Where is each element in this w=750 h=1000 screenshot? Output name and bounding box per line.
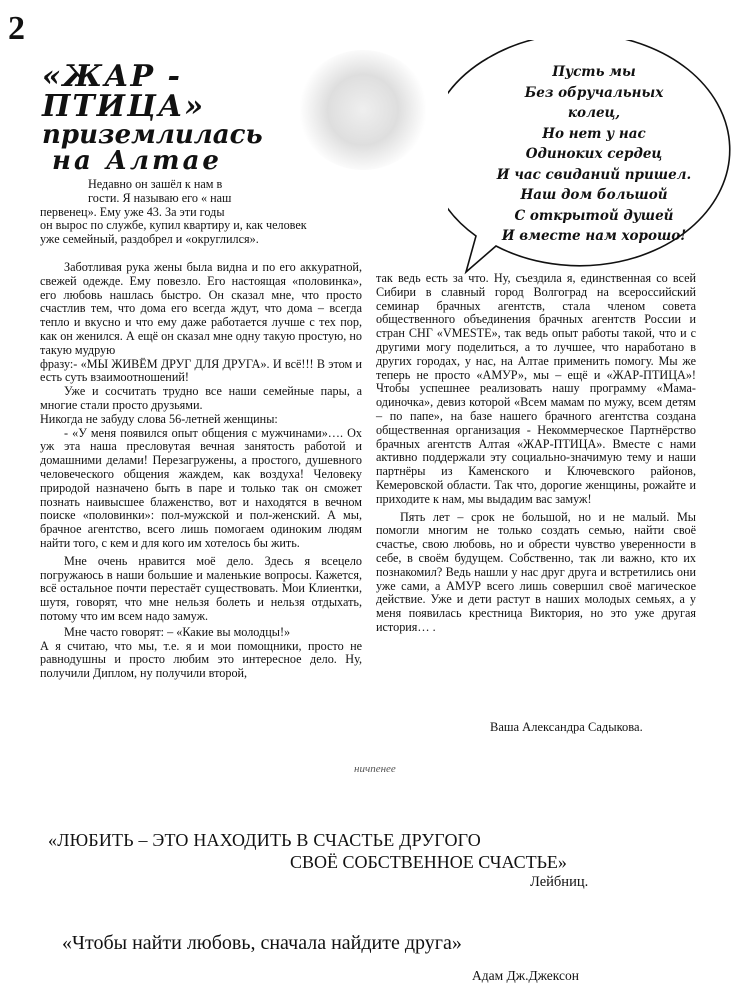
quote-2-text: «Чтобы найти любовь, сначала найдите друга» [62, 932, 462, 954]
poem-line: Пусть мы [552, 64, 636, 80]
column-1 [40, 178, 362, 681]
paragraph: Никогда не забуду слова 56-летней женщины: [40, 411, 278, 426]
poem-line: И час свиданий пришел. [496, 166, 692, 183]
paragraph: Уже и сосчитать трудно все наши семейные пары, а многие стали просто друзьями. [40, 384, 362, 412]
title-line-3: приземлилась [42, 120, 263, 150]
text-line: он вырос по службе, купил квартиру и, как человек [40, 218, 307, 233]
paragraph: Заботливая рука жены была видна и по его аккуратной, свежей одежде. Ему повезло. Его настоящая «половинка», его любовь нашлась быстро. Он сказал мне, что просто счастлив тем, что дома его всегда ждут, что дома – всегда тепло и вкусно и что ему даже работается лучше с тех пор, как он женился. А ещё он сказал мне одну такую простую, но такую мудрую [40, 259, 362, 357]
title-line-2: ПТИЦА» [42, 89, 206, 124]
poem-line: Наш дом большой [520, 187, 668, 203]
quote-1-author: Лейбниц. [530, 874, 589, 890]
intro-paragraph [40, 178, 362, 206]
text-line: уже семейный, раздобрел и «округлился». [40, 232, 259, 247]
poem-line: И вместе нам хорошо! [501, 228, 687, 244]
signature: Ваша Александра Садыкова. [490, 720, 643, 734]
paragraph: Мне часто говорят: – «Какие вы молодцы!» [64, 624, 291, 639]
paragraph: Мне очень нравится моё дело. Здесь я всецело погружаюсь в наши большие и маленькие вопросы. Кажется, всё остальное почти перестаёт существовать. Мои Клиентки, шутя, говорят, что мне нельзя болеть и нельзя отдыхать, потому что им всем надо замуж. [40, 553, 362, 623]
paragraph: фразу:- «МЫ ЖИВЁМ ДРУГ ДЛЯ ДРУГА». И всё!!! В этом и есть суть взаимоотношений! [40, 356, 362, 385]
quote-1-line-2: СВОЁ СОБСТВЕННОЕ СЧАСТЬЕ» [290, 852, 567, 872]
quote-1-line-1: «ЛЮБИТЬ – ЭТО НАХОДИТЬ В СЧАСТЬЕ ДРУГОГО [48, 830, 482, 850]
column-2 [376, 272, 696, 635]
poem-line: С открытой душей [514, 207, 674, 224]
handwritten-note: ничпенее [354, 763, 396, 775]
paragraph: А я считаю, что мы, т.е. я и мои помощники, просто не равнодушны и просто любим это интересное дело. Ну, получили Диплом, ну получили второй, [40, 638, 362, 681]
title-line-1: «ЖАР - [42, 59, 182, 94]
poem-line: Одиноких сердец [525, 146, 663, 162]
page-number: 2 [8, 10, 25, 47]
poem-line: Но нет у нас [542, 125, 646, 142]
paragraph: так ведь есть за что. Ну, съездила я, единственная со всей Сибири в славный город Волгоград на всероссийский семинар брачных агентств, стала членом совета общественного объединения брачных агентств России и стран СНГ «VMESTE», так ведь опыт работы такой, что и с другими могу поделиться, а то лучшее, что наработано в других городах, у нас, на Алтае применить помогу. Мы же теперь не просто «АМУР», мы – ещё и «ЖАР-ПТИЦА»! Чтобы успешнее реализовать нашу программу «Мама-одиночка», девиз которой «Всем мамам по мужу, всем детям – по папе», на базе нашего брачного агентства создана общественная организация - Некоммерческое Партнёрство брачных агентств Алтая «ЖАР-ПТИЦА». Вместе с нами активно поддержали эту социально-значимую тему и наши партнёры из Каменского и Ключевского районов, Кемеровской области. Так что, дорогие женщины, рожайте и приходите к нам, мы выдадим вас замуж! [376, 271, 696, 506]
article-title [42, 59, 277, 176]
poem-bubble [448, 40, 740, 276]
poem-line: колец, [567, 105, 621, 121]
quote-2-author: Адам Дж.Джексон [472, 968, 579, 983]
text-line: первенец». Ему уже 43. За эти годы [40, 204, 225, 219]
poem-lines [448, 62, 740, 247]
paragraph: - «У меня появился опыт общения с мужчинами»…. Ох уж эта наша пресловутая вечная занятость работой и домашними делами! Перезагружены, а простого, душевного человеческого общения жаждем, как воздуха! Человеку природой назначено быть в паре и только так он сможет познать наивысшее блаженство, вот и находятся в вечном поиске «половинки»: пол-мужской и пол-женский. А мы, брачное агентство, всего лишь помогаем одиноким людям найти того, с кем и для кого им хотелось бы жить. [40, 425, 362, 550]
text-line: Недавно он зашёл к нам в [88, 177, 223, 191]
faded-stamp-image [298, 50, 428, 170]
title-line-4: на Алтае [52, 146, 222, 176]
paragraph: Пять лет – срок не большой, но и не малый. Мы помогли многим не только создать семью, найти своё счастье, свою любовь, но и обрести чувство уверенности в себе, в своём будущем. Собственно, так ли важно, кто их познакомил? Ведь нашли у нас друг друга и встретились они уже сами, а АМУР всего лишь совершил своё магическое действие. Уже и дети растут в наших молодых семьях, а у меня появилась крестница Виктория, но это уже другая история… . [376, 509, 696, 634]
text-line: гости. Я называю его « наш [88, 190, 232, 205]
poem-line: Без обручальных [524, 84, 664, 101]
